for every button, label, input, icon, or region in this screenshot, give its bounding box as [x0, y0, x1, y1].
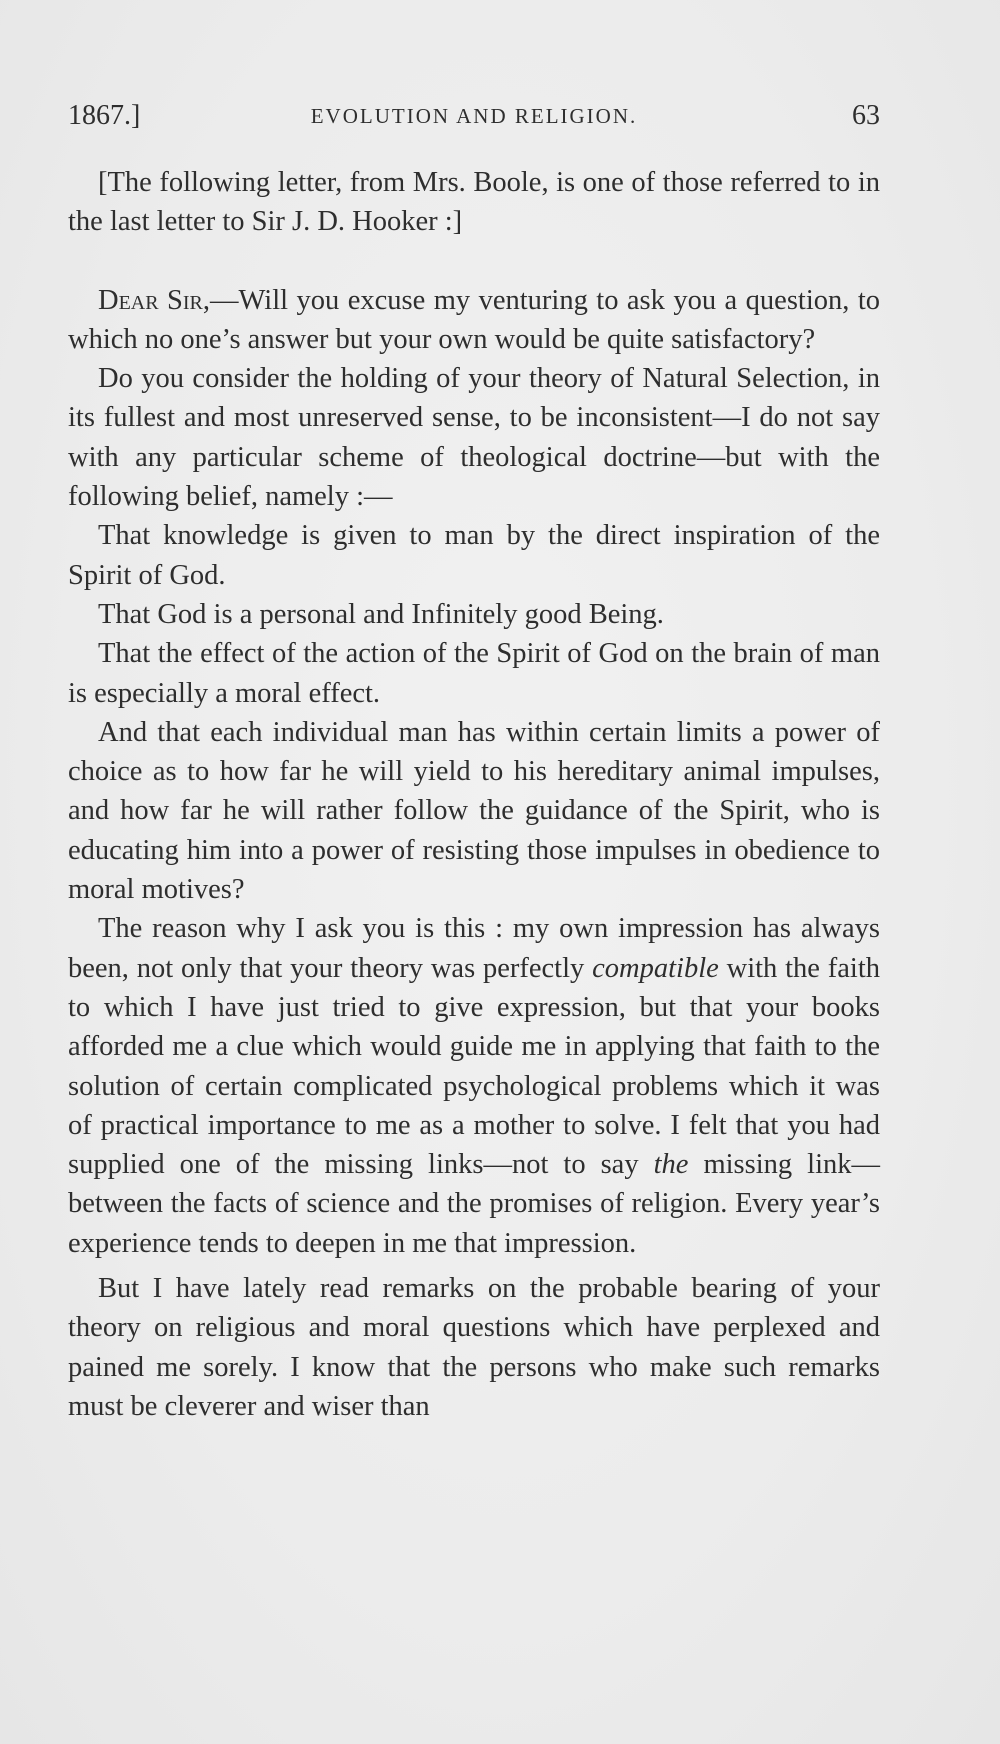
- letter-paragraph-1: [68, 281, 880, 360]
- letter-paragraph-4: That God is a personal and Infinitely good Being.: [98, 598, 664, 630]
- paragraph-7-part-b: with the faith to which I have just tried to give expression, but that your books afforded me a clue which would guide me in applying that faith to the solution of certain complicated psychological problems which it was of practical importance to me as a mother to solve. I felt that you had supplied one of the missing links—not to say: [68, 952, 881, 1181]
- letter-paragraph-5: That the effect of the action of the Spirit of God on the brain of man is especially a moral effect.: [68, 638, 880, 709]
- letter-paragraph-3: That knowledge is given to man by the direct inspiration of the Spirit of God.: [68, 520, 880, 591]
- italic-the: the: [653, 1149, 689, 1181]
- italic-compatible: compatible: [592, 952, 719, 984]
- letter-paragraph-2: Do you consider the holding of your theory of Natural Selection, in its fullest and most unreserved sense, to be inconsistent—I do not say with any particular scheme of theological doctrine—but with the following belief, namely :—: [68, 363, 880, 513]
- paragraph-7-part-c: missing link—between the facts of science and the promises of religion. Every year’s experience tends to deepen in me that impression.: [68, 1149, 880, 1259]
- running-header: [68, 100, 880, 140]
- running-title: EVOLUTION AND RELIGION.: [310, 104, 638, 128]
- header-year: 1867.]: [68, 100, 141, 131]
- intro-note: [The following letter, from Mrs. Boole, is one of those referred to in the last letter to Sir J. D. Hooker :]: [68, 167, 880, 238]
- paragraph-1-text: —Will you excuse my venturing to ask you a question, to which no one’s answer but your own would be quite satisfactory?: [68, 284, 880, 355]
- letter-paragraph-7: [68, 909, 880, 1263]
- body-text: [68, 163, 880, 1426]
- letter-paragraph-6: And that each individual man has within certain limits a power of choice as to how far he will yield to his hereditary animal impulses, and how far he will rather follow the guidance of the Spirit, who is educating him into a power of resisting those impulses in obedience to moral motives?: [68, 716, 880, 906]
- salutation: Dear Sir,: [98, 284, 211, 316]
- letter-paragraph-8: But I have lately read remarks on the probable bearing of your theory on religious and moral questions which have perplexed and pained me sorely. I know that the persons who make such remarks must be cleverer and wiser than: [68, 1273, 880, 1422]
- paragraph-7-part-a: The reason why I ask you is this : my own impression has always been, not only that your theory was perfectly: [68, 913, 880, 984]
- page-number: 63: [852, 100, 880, 131]
